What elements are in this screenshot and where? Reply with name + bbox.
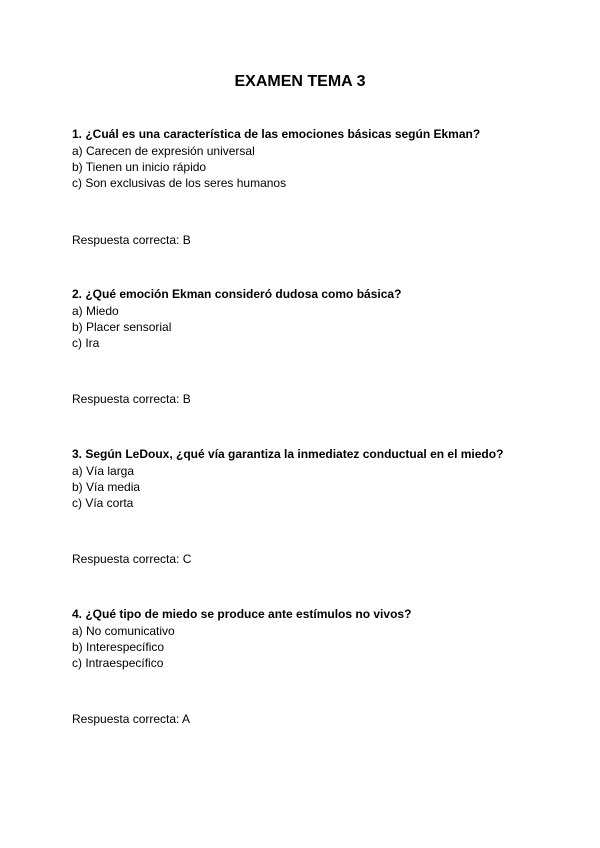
question-block: [72, 606, 542, 671]
answer-option: c) Intraespecífico: [72, 656, 164, 670]
document-title: EXAMEN TEMA 3: [234, 73, 366, 90]
answer-option: c) Vía corta: [72, 496, 134, 510]
answer-option: b) Vía media: [72, 480, 141, 494]
answer-option: a) Miedo: [72, 304, 119, 318]
question-text: 3. Según LeDoux, ¿qué vía garantiza la inmediatez conductual en el miedo?: [72, 447, 504, 461]
answer-option: b) Interespecífico: [72, 640, 165, 654]
answer-option: b) Tienen un inicio rápido: [72, 160, 207, 174]
question-text: 4. ¿Qué tipo de miedo se produce ante estímulos no vivos?: [72, 607, 412, 621]
question-block: [72, 126, 542, 191]
question-block: [72, 446, 542, 511]
question-text: 2. ¿Qué emoción Ekman consideró dudosa como básica?: [72, 287, 402, 301]
answer-option: c) Ira: [72, 336, 100, 350]
answer-option: c) Son exclusivas de los seres humanos: [72, 176, 287, 190]
question-text: 1. ¿Cuál es una característica de las emociones básicas según Ekman?: [72, 127, 481, 141]
correct-answer: Respuesta correcta: B: [72, 233, 191, 247]
correct-answer: Respuesta correcta: A: [72, 712, 191, 726]
question-block: [72, 286, 542, 351]
answer-option: a) Carecen de expresión universal: [72, 144, 255, 158]
correct-answer: Respuesta correcta: B: [72, 392, 191, 406]
answer-option: b) Placer sensorial: [72, 320, 172, 334]
answer-option: a) No comunicativo: [72, 624, 175, 638]
correct-answer: Respuesta correcta: C: [72, 552, 192, 566]
answer-option: a) Vía larga: [72, 464, 135, 478]
